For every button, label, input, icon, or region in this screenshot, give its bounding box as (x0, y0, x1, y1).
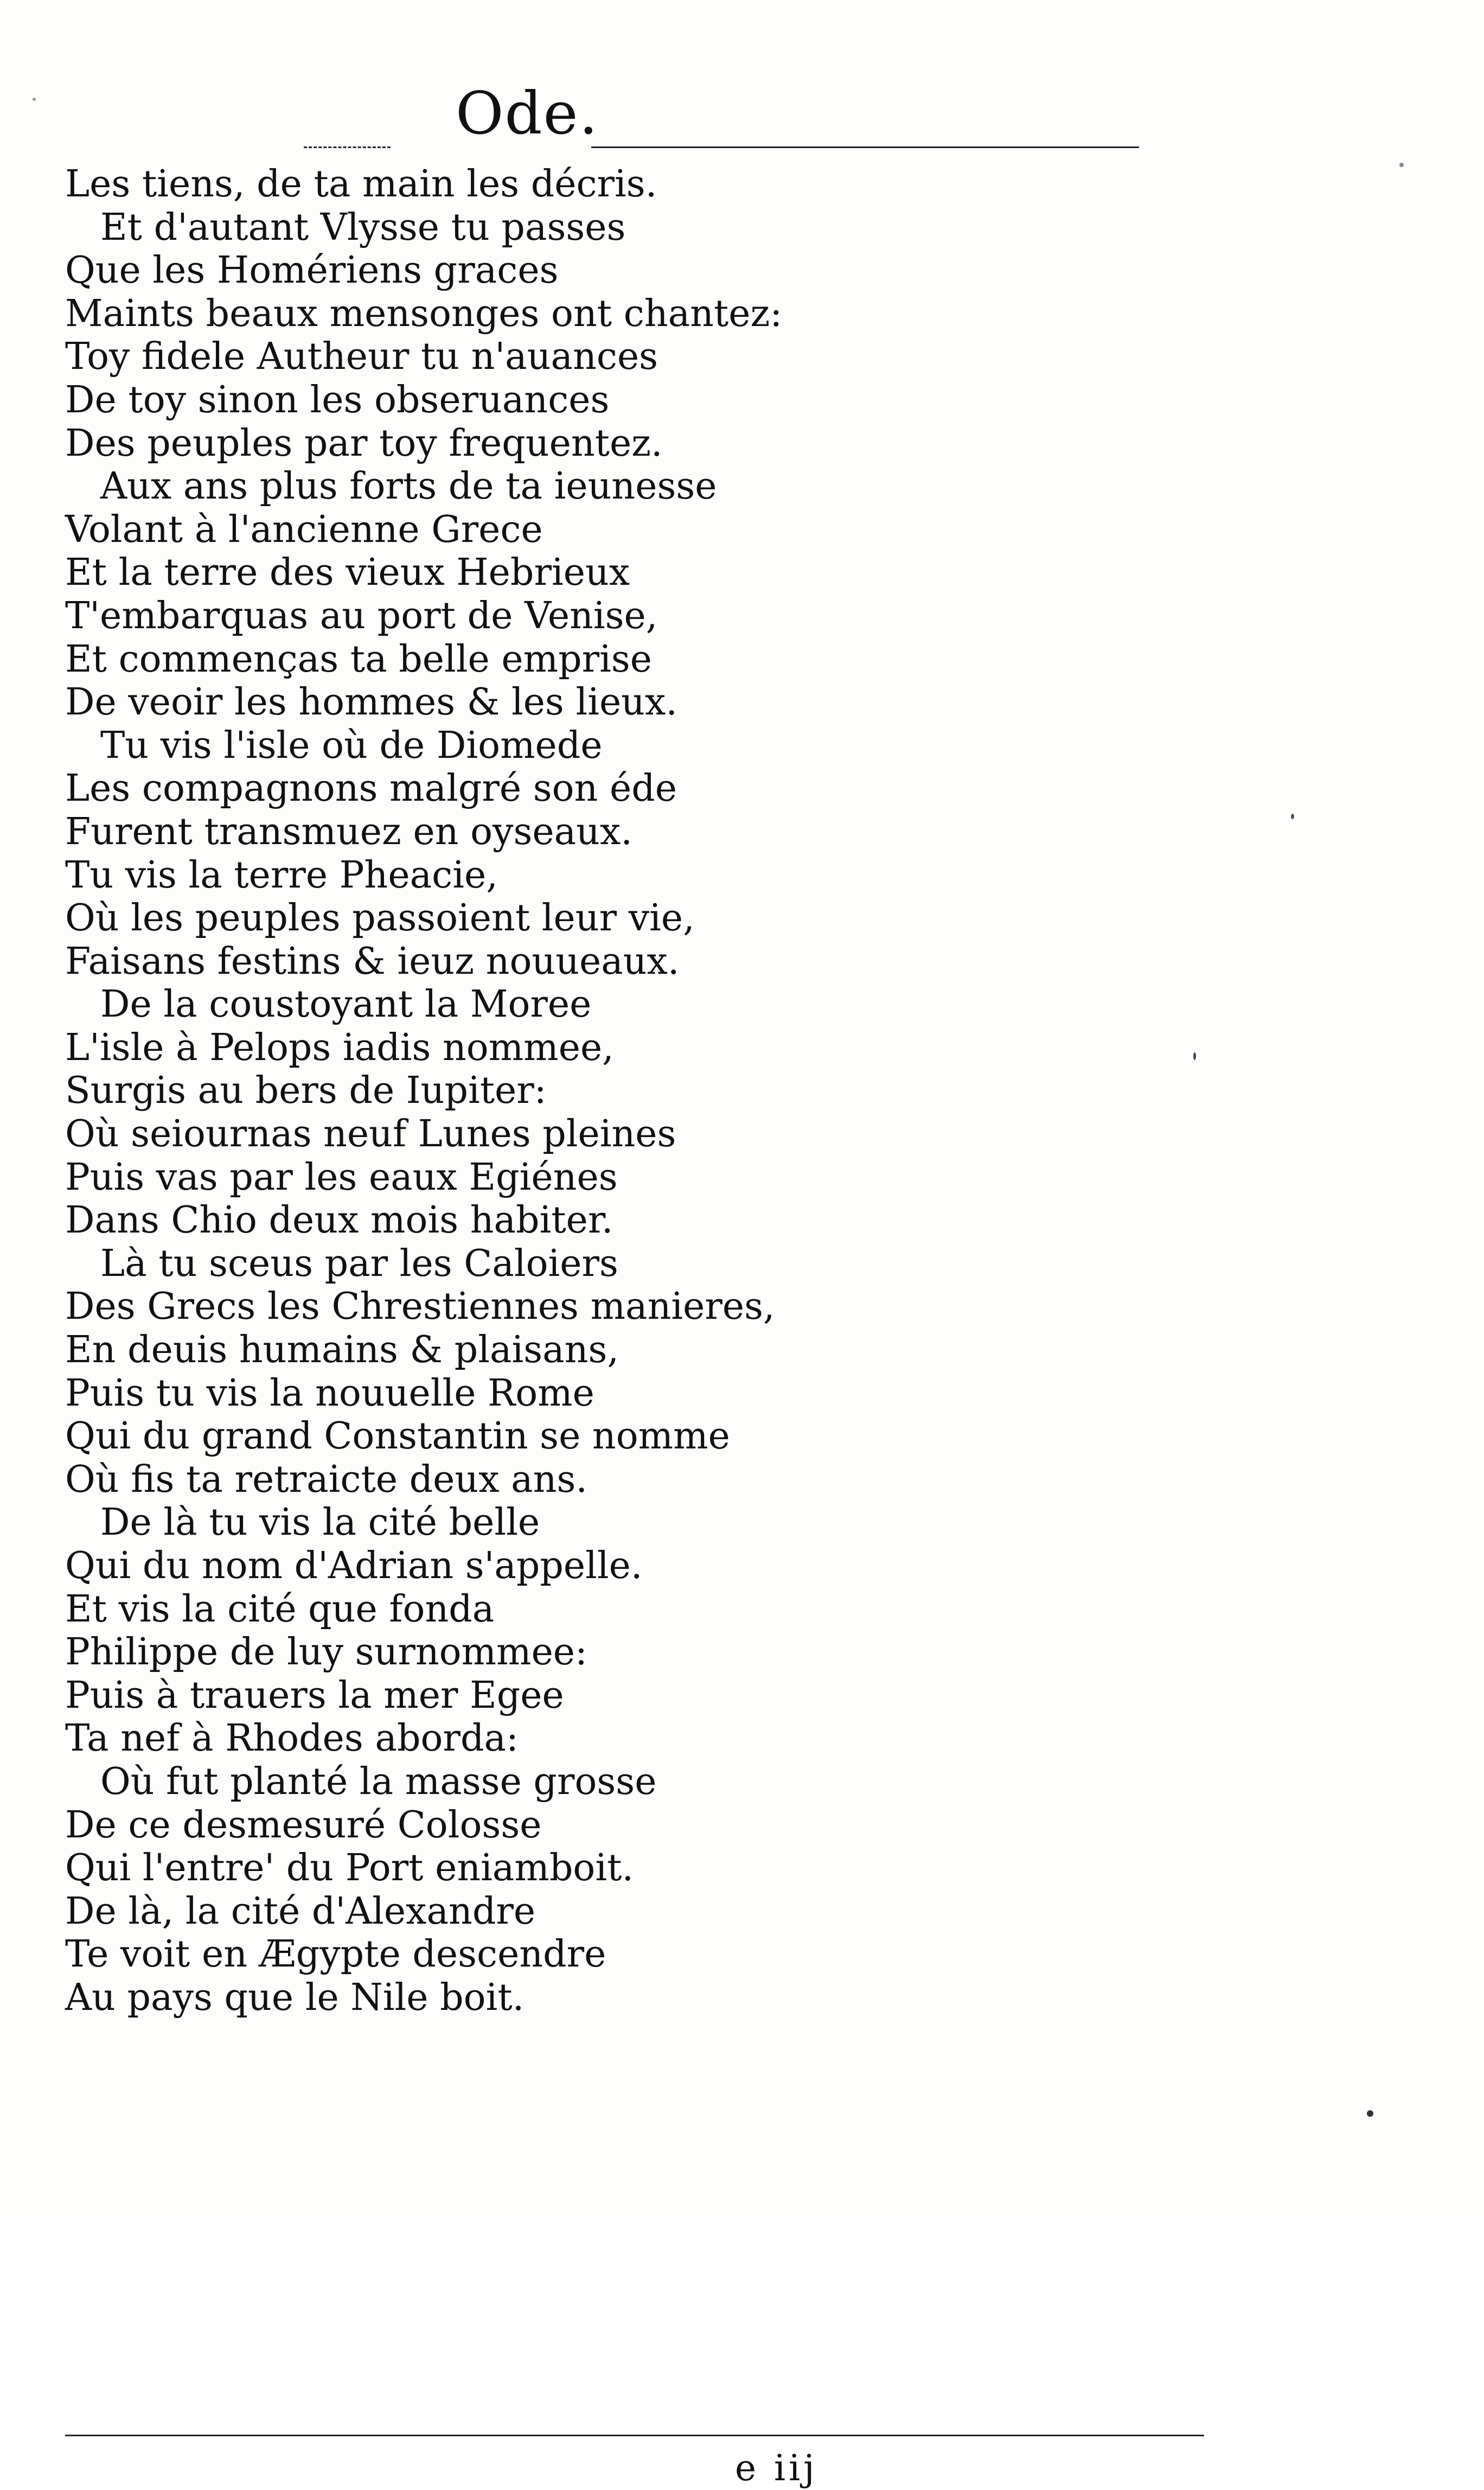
verse-line: Ta nef à Rhodes aborda: (65, 1717, 519, 1760)
verse-line: Et la terre des vieux Hebrieux (65, 551, 630, 595)
ink-speck (1193, 1052, 1196, 1060)
verse-line: Maints beaux mensonges ont chantez: (65, 292, 783, 335)
ink-speck (1399, 163, 1404, 167)
verse-line: Et vis la cité que fonda (65, 1587, 495, 1631)
verse-line: Où fut planté la masse grosse (100, 1760, 657, 1803)
verse-line: Des peuples par toy frequentez. (65, 422, 663, 465)
verse-line: Les tiens, de ta main les décris. (65, 163, 657, 206)
verse-line: Et commenças ta belle emprise (65, 637, 652, 681)
verse-line: De toy sinon les obseruances (65, 378, 610, 422)
verse-line: T'embarquas au port de Venise, (65, 594, 658, 637)
verse-line: Où seiournas neuf Lunes pleines (65, 1113, 676, 1156)
verse-line: De veoir les hommes & les lieux. (65, 681, 677, 724)
verse-line: Et d'autant Vlysse tu passes (100, 206, 626, 249)
verse-line: De là, la cité d'Alexandre (65, 1889, 536, 1933)
verse-line: Des Grecs les Chrestiennes manieres, (65, 1285, 775, 1329)
ink-speck (1291, 814, 1294, 819)
verse-line: Furent transmuez en oyseaux. (65, 810, 632, 853)
verse-line: Puis à trauers la mer Egee (65, 1674, 564, 1717)
verse-line: Faisans festins & ieuz nouueaux. (65, 940, 680, 983)
verse-line: Tu vis l'isle où de Diomede (100, 724, 603, 767)
verse-line: L'isle à Pelops iadis nommee, (65, 1026, 614, 1069)
verse-line: De ce desmesuré Colosse (65, 1803, 542, 1847)
ink-speck (1367, 2110, 1373, 2117)
verse-line: Volant à l'ancienne Grece (65, 508, 543, 551)
verse-line: Les compagnons malgré son éde (65, 767, 677, 810)
footer-rule-left (65, 2435, 532, 2436)
signature-mark: e iij (735, 2447, 818, 2489)
verse-line: Qui du grand Constantin se nomme (65, 1415, 730, 1458)
verse-line: De la coustoyant la Moree (100, 983, 592, 1026)
verse-line: Qui l'entre' du Port eniamboit. (65, 1847, 634, 1890)
ink-speck (33, 98, 36, 101)
verse-line: Tu vis la terre Pheacie, (65, 853, 498, 897)
verse-line: Puis tu vis la nouuelle Rome (65, 1371, 594, 1415)
verse-line: De là tu vis la cité belle (100, 1501, 540, 1544)
verse-line: Là tu sceus par les Caloiers (100, 1242, 618, 1285)
header-rule-left (304, 146, 391, 148)
verse-line: En deuis humains & plaisans, (65, 1329, 619, 1372)
verse-line: Aux ans plus forts de ta ieunesse (100, 465, 717, 508)
verse-line: Philippe de luy surnommee: (65, 1631, 587, 1674)
verse-line: Où les peuples passoient leur vie, (65, 897, 695, 940)
verse-line: Te voit en Ægypte descendre (65, 1933, 606, 1976)
footer-rule (532, 2435, 1204, 2436)
verse-line: Surgis au bers de Iupiter: (65, 1069, 547, 1113)
verse-line: Puis vas par les eaux Egiénes (65, 1155, 618, 1199)
verse-line: Que les Homériens graces (65, 249, 559, 292)
verse-block (65, 163, 879, 2020)
verse-line: Où fis ta retraicte deux ans. (65, 1458, 588, 1501)
verse-line: Qui du nom d'Adrian s'appelle. (65, 1544, 643, 1587)
verse-line: Toy fidele Autheur tu n'auances (65, 335, 658, 379)
verse-line: Dans Chio deux mois habiter. (65, 1199, 613, 1242)
verse-line: Au pays que le Nile boit. (65, 1976, 524, 2019)
page-title: Ode. (456, 80, 599, 148)
header-rule (591, 146, 1139, 148)
